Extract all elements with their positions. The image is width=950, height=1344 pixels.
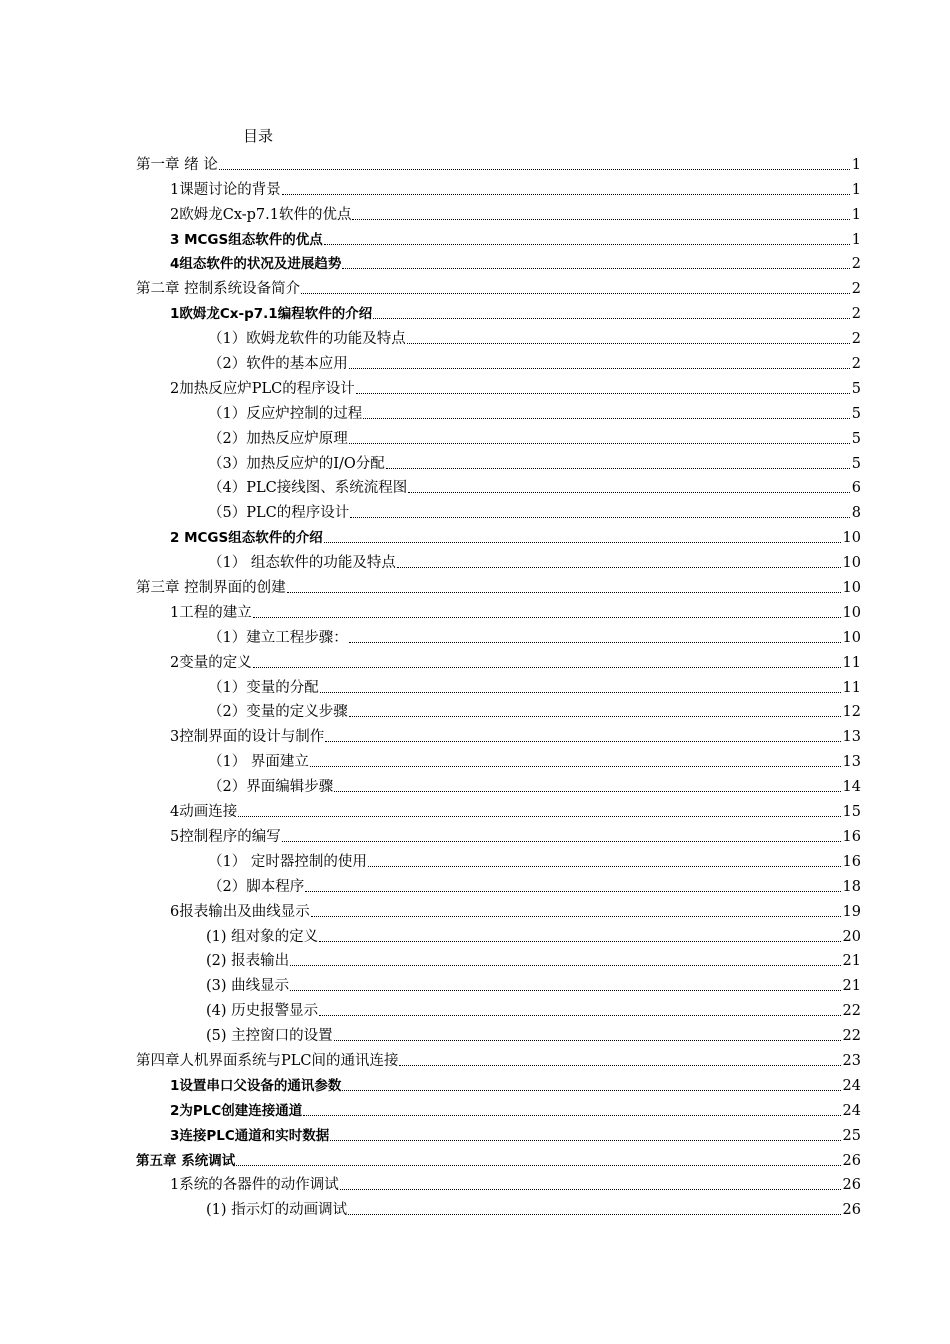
toc-entry-page-number: 5 (851, 430, 861, 447)
toc-entry-page-number: 23 (842, 1052, 861, 1069)
toc-entry-title: (1) 指示灯的动画调试 (206, 1202, 348, 1219)
toc-entry (136, 897, 861, 922)
toc-entry-page-number: 2 (851, 281, 861, 298)
dot-leader (311, 916, 841, 917)
dot-leader (356, 393, 850, 394)
toc-entry-page-number: 21 (842, 978, 861, 995)
toc-entry-page-number: 13 (842, 754, 861, 771)
toc-entry (136, 1195, 861, 1220)
toc-entry-title: （1） 定时器控制的使用 (208, 853, 367, 870)
toc-entry (136, 722, 861, 747)
toc-entry-page-number: 20 (842, 928, 861, 945)
toc-entry (136, 996, 861, 1021)
dot-leader (325, 741, 840, 742)
toc-entry (136, 498, 861, 523)
toc-entry-title: （2）变量的定义步骤 (208, 704, 348, 721)
toc-entry-title: （4）PLC接线图、系统流程图 (208, 480, 408, 497)
toc-entry (136, 947, 861, 972)
dot-leader (290, 990, 840, 991)
dot-leader (352, 219, 849, 220)
toc-entry-page-number: 1 (851, 206, 861, 223)
dot-leader (349, 368, 850, 369)
toc-entry (136, 1171, 861, 1196)
dot-leader (324, 244, 850, 245)
dot-leader (363, 418, 850, 419)
toc-entry (136, 474, 861, 499)
toc-entry-title: 3 MCGS组态软件的优点 (170, 231, 323, 248)
toc-entry (136, 225, 861, 250)
dot-leader (253, 617, 841, 618)
dot-leader (349, 642, 841, 643)
toc-entry-title: 2为PLC创建连接通道 (170, 1102, 303, 1119)
toc-entry (136, 822, 861, 847)
toc-entry-title: （1）变量的分配 (208, 679, 319, 696)
toc-entry-page-number: 2 (851, 331, 861, 348)
toc-entry (136, 698, 861, 723)
toc-entry (136, 324, 861, 349)
toc-entry (136, 1046, 861, 1071)
dot-leader (301, 293, 850, 294)
dot-leader (330, 1140, 840, 1141)
toc-entry (136, 299, 861, 324)
toc-entry-title: 2加热反应炉PLC的程序设计 (170, 380, 355, 397)
toc-entry-title: (1) 组对象的定义 (206, 928, 319, 945)
toc-entry-page-number: 12 (842, 704, 861, 721)
toc-entry-page-number: 1 (851, 231, 861, 248)
toc-entry-title: 4动画连接 (170, 804, 238, 821)
toc-entry-title: (5) 主控窗口的设置 (206, 1028, 333, 1045)
toc-entry-title: 2变量的定义 (170, 654, 252, 671)
dot-leader (342, 1090, 840, 1091)
toc-entry-title: （1） 组态软件的功能及特点 (208, 555, 396, 572)
toc-entry-title: 第二章 控制系统设备简介 (136, 281, 301, 298)
dot-leader (348, 1214, 840, 1215)
toc-entry-page-number: 5 (851, 380, 861, 397)
toc-entry (136, 971, 861, 996)
toc-entry-title: （1） 界面建立 (208, 754, 309, 771)
toc-entry (136, 772, 861, 797)
dot-leader (324, 542, 841, 543)
dot-leader (334, 1040, 841, 1041)
toc-entry (136, 349, 861, 374)
toc-entry-page-number: 24 (842, 1102, 861, 1119)
toc-entry-page-number: 22 (842, 1028, 861, 1045)
toc-entry-title: 第一章 绪 论 (136, 156, 218, 173)
dot-leader (287, 592, 841, 593)
toc-entry-title: (4) 历史报警显示 (206, 1003, 319, 1020)
dot-leader (399, 1065, 840, 1066)
dot-leader (253, 667, 841, 668)
toc-entry-title: 第三章 控制界面的创建 (136, 580, 286, 597)
toc-entry-page-number: 2 (851, 306, 861, 323)
toc-entry (136, 374, 861, 399)
toc-entry-title: （2）界面编辑步骤 (208, 779, 334, 796)
toc-entry-page-number: 25 (842, 1127, 861, 1144)
toc-entry-title: （2）加热反应炉原理 (208, 430, 348, 447)
toc-entry-title: 3连接PLC通道和实时数据 (170, 1127, 330, 1144)
toc-entry (136, 274, 861, 299)
dot-leader (349, 443, 850, 444)
toc-entry-page-number: 26 (842, 1177, 861, 1194)
dot-leader (342, 268, 849, 269)
toc-entry (136, 150, 861, 175)
dot-leader (290, 965, 840, 966)
toc-entry-page-number: 2 (851, 356, 861, 373)
toc-entry-page-number: 13 (842, 729, 861, 746)
toc-entry-title: 第五章 系统调试 (136, 1152, 236, 1169)
toc-entry (136, 648, 861, 673)
toc-entry (136, 1096, 861, 1121)
dot-leader (373, 318, 850, 319)
toc-entry (136, 922, 861, 947)
dot-leader (305, 891, 840, 892)
toc-entry-page-number: 5 (851, 455, 861, 472)
toc-entry-page-number: 10 (842, 629, 861, 646)
toc-entry (136, 424, 861, 449)
dot-leader (238, 816, 840, 817)
toc-entry-page-number: 10 (842, 580, 861, 597)
dot-leader (350, 517, 850, 518)
toc-title: 目录 (243, 127, 274, 145)
dot-leader (368, 866, 841, 867)
toc-entry (136, 175, 861, 200)
dot-leader (303, 1115, 840, 1116)
toc-entry (136, 399, 861, 424)
toc-entry-title: 6报表输出及曲线显示 (170, 903, 310, 920)
dot-leader (397, 567, 841, 568)
toc-entry-title: (2) 报表输出 (206, 953, 290, 970)
toc-entry (136, 747, 861, 772)
dot-leader (407, 343, 850, 344)
toc-entry-title: 2欧姆龙Cx-p7.1软件的优点 (170, 206, 352, 223)
toc-entry (136, 847, 861, 872)
toc-entry (136, 623, 861, 648)
dot-leader (310, 766, 841, 767)
toc-entry-page-number: 1 (851, 181, 861, 198)
toc-entry-page-number: 10 (842, 530, 861, 547)
toc-entry-title: （1）欧姆龙软件的功能及特点 (208, 331, 406, 348)
toc-entry-page-number: 10 (842, 604, 861, 621)
toc-entry-page-number: 16 (842, 853, 861, 870)
toc-entry-title: （1）建立工程步骤： (208, 629, 348, 646)
dot-leader (340, 1189, 841, 1190)
toc-entry (136, 1021, 861, 1046)
toc-entry (136, 250, 861, 275)
toc-entry-page-number: 11 (842, 654, 861, 671)
toc-entry-page-number: 8 (851, 505, 861, 522)
toc-entry-title: （2）软件的基本应用 (208, 356, 348, 373)
dot-leader (320, 692, 841, 693)
table-of-contents (136, 150, 861, 1220)
toc-entry-page-number: 6 (851, 480, 861, 497)
toc-entry (136, 1071, 861, 1096)
toc-entry-page-number: 14 (842, 779, 861, 796)
toc-entry-page-number: 10 (842, 555, 861, 572)
toc-entry-title: 1系统的各器件的动作调试 (170, 1177, 339, 1194)
toc-entry-page-number: 18 (842, 878, 861, 895)
dot-leader (386, 468, 850, 469)
toc-entry-page-number: 21 (842, 953, 861, 970)
toc-entry-page-number: 1 (851, 156, 861, 173)
toc-entry-page-number: 11 (842, 679, 861, 696)
toc-entry (136, 548, 861, 573)
toc-entry-title: （5）PLC的程序设计 (208, 505, 350, 522)
toc-entry-title: 1设置串口父设备的通讯参数 (170, 1077, 342, 1094)
toc-entry-title: 2 MCGS组态软件的介绍 (170, 530, 323, 547)
toc-entry-title: （1）反应炉控制的过程 (208, 405, 363, 422)
toc-entry-title: 1工程的建立 (170, 604, 252, 621)
dot-leader (282, 194, 850, 195)
dot-leader (219, 169, 850, 170)
toc-entry-page-number: 26 (842, 1202, 861, 1219)
toc-entry (136, 1146, 861, 1171)
toc-entry (136, 673, 861, 698)
toc-entry-page-number: 26 (842, 1152, 861, 1169)
toc-entry-title: 5控制程序的编写 (170, 828, 281, 845)
toc-entry (136, 200, 861, 225)
toc-entry-page-number: 22 (842, 1003, 861, 1020)
toc-entry-page-number: 24 (842, 1077, 861, 1094)
toc-entry-page-number: 2 (851, 256, 861, 273)
toc-entry-title: 3控制界面的设计与制作 (170, 729, 325, 746)
toc-entry-page-number: 16 (842, 828, 861, 845)
toc-entry-title: 第四章人机界面系统与PLC间的通讯连接 (136, 1052, 399, 1069)
toc-entry (136, 573, 861, 598)
toc-entry (136, 598, 861, 623)
toc-entry-title: 1欧姆龙Cx-p7.1编程软件的介绍 (170, 306, 373, 323)
toc-entry-title: 4组态软件的状况及进展趋势 (170, 256, 342, 273)
toc-entry (136, 872, 861, 897)
dot-leader (349, 716, 841, 717)
dot-leader (408, 492, 850, 493)
toc-entry-title: （3）加热反应炉的I/O分配 (208, 455, 385, 472)
toc-entry (136, 449, 861, 474)
dot-leader (334, 791, 840, 792)
toc-entry (136, 1121, 861, 1146)
toc-entry-title: (3) 曲线显示 (206, 978, 290, 995)
toc-entry (136, 797, 861, 822)
toc-entry-page-number: 5 (851, 405, 861, 422)
dot-leader (319, 941, 840, 942)
dot-leader (236, 1165, 840, 1166)
dot-leader (282, 841, 841, 842)
toc-entry-page-number: 19 (842, 903, 861, 920)
toc-entry (136, 523, 861, 548)
toc-entry-title: 1课题讨论的背景 (170, 181, 281, 198)
dot-leader (319, 1015, 840, 1016)
toc-entry-title: （2）脚本程序 (208, 878, 305, 895)
toc-entry-page-number: 15 (842, 804, 861, 821)
